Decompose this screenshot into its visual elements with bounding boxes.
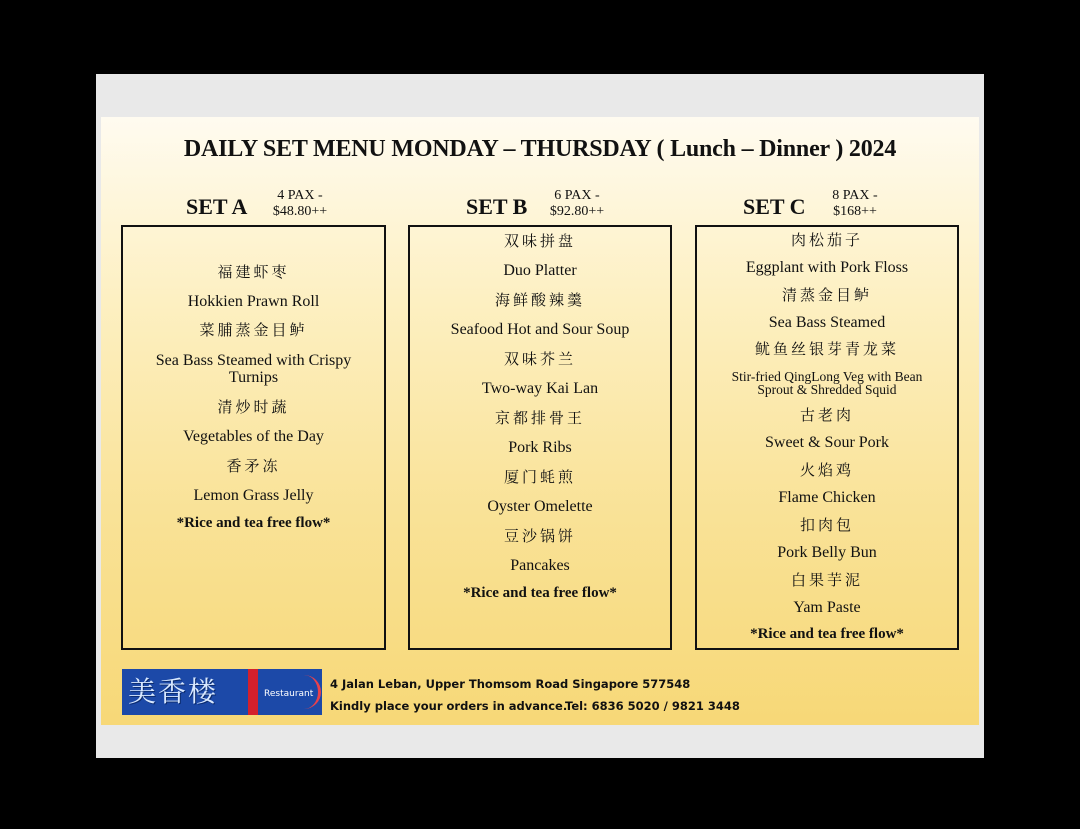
set-a-menu-box [121, 225, 386, 650]
menu-item: 福建虾枣 [217, 263, 290, 281]
menu-item: Pancakes [510, 557, 570, 574]
menu-item: Sweet & Sour Pork [765, 434, 889, 451]
menu-item: Stir-fried QingLong Veg with Bean [731, 369, 923, 384]
menu-item: 古老肉 [799, 406, 854, 424]
restaurant-address: 4 Jalan Leban, Upper Thomsom Road Singapore 577548 [330, 677, 691, 691]
menu-item: 菜脯蒸金目鲈 [199, 321, 308, 339]
set-a-price: $48.80++ [272, 204, 328, 219]
menu-item: Pork Belly Bun [777, 544, 877, 561]
set-c-note: *Rice and tea free flow* [750, 626, 904, 642]
menu-item: 双味拼盘 [503, 232, 576, 250]
menu-item: Yam Paste [793, 599, 861, 616]
set-a-pax: 4 PAX - [277, 188, 323, 203]
menu-item: Pork Ribs [508, 439, 572, 456]
logo-red-stripe [248, 669, 258, 715]
menu-item: 清蒸金目鲈 [781, 286, 872, 304]
menu-item: 扣肉包 [799, 516, 854, 534]
menu-item: Sea Bass Steamed with Crispy [155, 352, 352, 369]
menu-item: Hokkien Prawn Roll [187, 293, 320, 310]
menu-item: Eggplant with Pork Floss [745, 259, 909, 276]
menu-item: Lemon Grass Jelly [193, 487, 314, 504]
set-a-label: SET A [186, 194, 248, 219]
menu-item: Vegetables of the Day [183, 428, 324, 445]
set-a-header [186, 188, 346, 224]
menu-item: 香矛冻 [226, 457, 281, 475]
set-b-label: SET B [466, 194, 528, 219]
set-b-note: *Rice and tea free flow* [463, 585, 617, 601]
set-b-header [466, 188, 626, 224]
menu-item: 清炒时蔬 [217, 398, 290, 416]
set-c-menu-box [695, 225, 959, 650]
menu-item: 肉松茄子 [790, 231, 863, 249]
set-b-price: $92.80++ [549, 204, 605, 219]
menu-item: 厦门蚝煎 [503, 468, 576, 486]
order-note: Kindly place your orders in advance. [330, 699, 568, 713]
logo-chinese-name: 美香楼 [128, 675, 219, 708]
menu-item: Flame Chicken [778, 489, 876, 506]
menu-item: Oyster Omelette [487, 498, 593, 515]
menu-item: Seafood Hot and Sour Soup [450, 321, 630, 338]
set-c-label: SET C [743, 194, 806, 219]
menu-title: DAILY SET MENU MONDAY – THURSDAY ( Lunch – Dinner ) 2024 [183, 136, 897, 162]
menu-item: 鱿鱼丝银芽青龙菜 [754, 340, 899, 358]
menu-item: Duo Platter [503, 262, 577, 279]
set-a-note: *Rice and tea free flow* [176, 515, 331, 531]
logo-swoosh-icon [300, 675, 321, 709]
menu-item: Sprout & Shredded Squid [757, 382, 897, 397]
menu-item: 白果芋泥 [790, 571, 863, 589]
menu-item: Two-way Kai Lan [481, 380, 599, 397]
set-c-pax: 8 PAX - [832, 188, 878, 203]
menu-item: Turnips [228, 369, 279, 386]
set-c-price: $168++ [833, 204, 877, 219]
menu-item: 豆沙锅饼 [503, 527, 576, 545]
menu-item: 海鲜酸辣羹 [494, 291, 585, 309]
set-b-menu-box [408, 225, 672, 650]
set-c-header [743, 188, 903, 224]
menu-item: 火焰鸡 [799, 461, 854, 479]
restaurant-logo [122, 669, 322, 715]
menu-item: Sea Bass Steamed [768, 314, 886, 331]
menu-item: 双味芥兰 [503, 350, 576, 368]
logo-english-name: Restaurant [264, 689, 314, 699]
set-b-pax: 6 PAX - [554, 188, 600, 203]
menu-item: 京都排骨王 [494, 409, 585, 427]
telephone: Tel: 6836 5020 / 9821 3448 [565, 699, 740, 713]
